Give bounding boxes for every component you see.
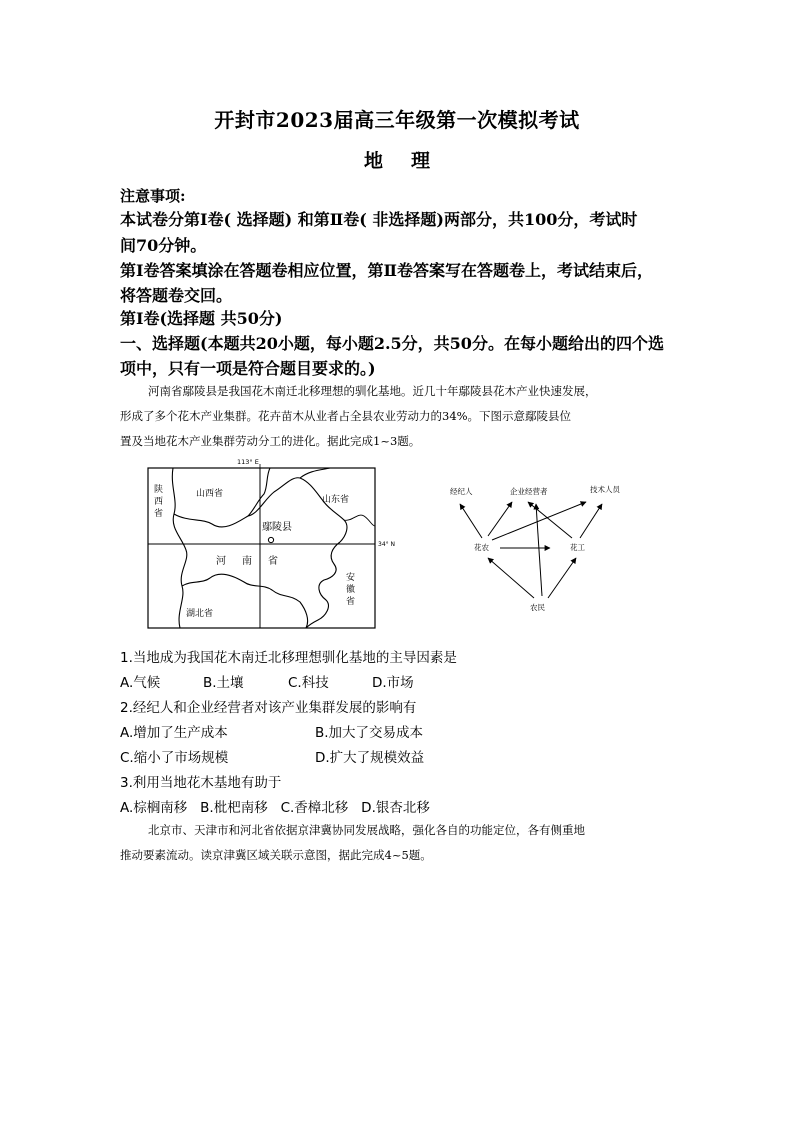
q3-options: A.棕榈南移 B.枇杷南移 C.香樟北移 D.银杏北移 [120,800,430,816]
notes-heading: 注意事项: [120,187,186,205]
map-frame [148,468,375,628]
henan-label-1: 河 [216,556,226,567]
section1-instr-b: 项中，只有一项是符合题目要求的。) [120,359,376,378]
subject-left: 地 [363,150,383,172]
shaanxi-label-1: 陕 [154,485,164,495]
question-1: 1.当地成为我国花木南迁北移理想驯化基地的主导因素是 [120,650,457,666]
passage2-line1: 北京市、天津市和河北省依据京津冀协同发展战略，强化各自的功能定位，各有侧重地 [148,823,585,837]
yanling-location-map [140,452,396,632]
flower-farmer-label: 花农 [474,543,489,552]
arrow-worker-technician [580,504,602,538]
passage1-line3: 置及当地花木产业集群劳动分工的进化。据此完成1~3题。 [120,434,421,448]
q2-option-c: C.缩小了市场规模 [120,750,229,766]
passage1-line1: 河南省鄢陵县是我国花木南迁北移理想的驯化基地。近几十年鄢陵县花木产业快速发展， [148,384,597,398]
shaanxi-label-2: 西 [154,497,164,507]
farmer-label: 农民 [530,603,545,612]
arrow-farmer-technician [492,502,586,540]
notes-line2a: 第Ⅰ卷答案填涂在答题卷相应位置，第Ⅱ卷答案写在答题卷上，考试结束后， [120,261,653,280]
q1-option-d: D.市场 [372,675,414,691]
notes-line1a: 本试卷分第Ⅰ卷( 选择题) 和第Ⅱ卷( 非选择题)两部分，共100分，考试时 [120,210,638,229]
henan-label-2: 南 [242,556,252,567]
passage1-line2: 形成了多个花木产业集群。花卉苗木从业者占全县农业劳动力的34%。下图示意鄢陵县位 [120,409,572,423]
lon-label: 113° E [237,458,259,466]
broker-label: 经纪人 [450,487,473,496]
shandong-label: 山东省 [322,495,350,505]
q2-option-b: B.加大了交易成本 [315,725,424,741]
arrow-farmer-broker [460,504,482,538]
q2-option-d: D.扩大了规模效益 [315,750,425,766]
section1-heading: 第Ⅰ卷(选择题 共50分) [120,309,283,328]
shanxi-label: 山西省 [196,489,224,499]
shaanxi-label-3: 省 [154,509,164,519]
flower-worker-label: 花工 [570,543,585,552]
anhui-label-1: 安 [346,573,356,583]
notes-line2b: 将答题卷交回。 [120,286,233,305]
anhui-label-3: 省 [346,597,356,607]
exam-title: 开封市2023届高三年级第一次模拟考试 [214,108,580,132]
notes-line1b: 间70分钟。 [120,236,207,255]
q1-option-a: A.气候 [120,675,161,691]
subject-title [0,146,794,173]
anhui-label-2: 徽 [346,585,356,595]
hubei-label: 湖北省 [186,609,214,619]
q1-option-b: B.土壤 [203,675,244,691]
arrow-worker-operator [528,502,572,538]
county-label: 鄢陵县 [262,522,292,533]
technician-label: 技术人员 [590,485,620,494]
lat-label: 34° N [378,541,396,548]
arrow-peasant-worker [548,558,576,598]
labor-division-diagram [430,478,630,618]
arrow-farmer-operator [488,502,512,536]
county-marker [268,537,273,542]
passage2-line2: 推动要素流动。读京津冀区域关联示意图，据此完成4~5题。 [120,848,432,862]
arrow-peasant-farmer [488,558,534,598]
subject-right: 理 [411,150,431,172]
henan-label-3: 省 [268,556,278,567]
q1-option-c: C.科技 [288,675,329,691]
question-3: 3.利用当地花木基地有助于 [120,775,282,791]
arrow-peasant-operator [536,504,542,596]
section1-instr-a: 一、选择题(本题共20小题，每小题2.5分，共50分。在每小题给出的四个选 [120,334,664,353]
q2-option-a: A.增加了生产成本 [120,725,228,741]
question-2: 2.经纪人和企业经营者对该产业集群发展的影响有 [120,700,417,716]
operator-label: 企业经营者 [510,487,548,496]
